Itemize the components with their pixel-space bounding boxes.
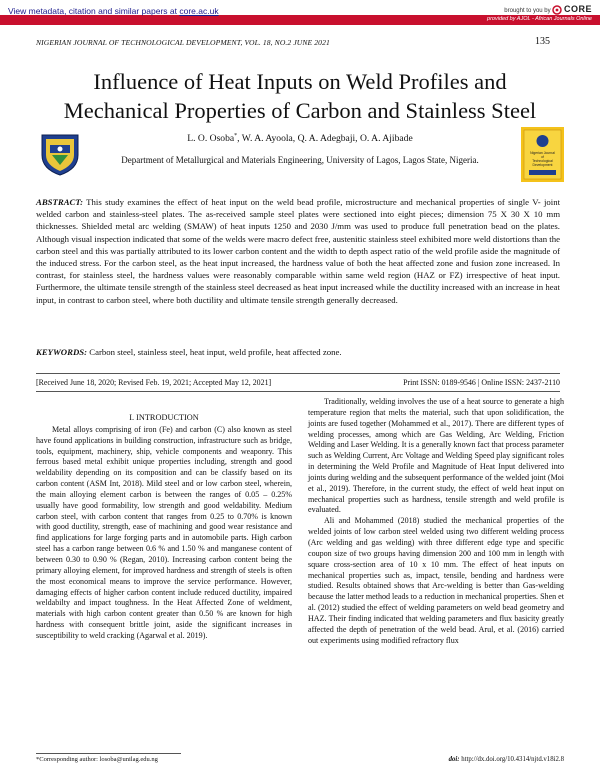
cover-line-1: Nigerian Journal	[530, 151, 555, 155]
article-title	[0, 67, 600, 125]
journal-emblem-icon	[537, 135, 549, 147]
left-column	[36, 413, 292, 642]
keywords-text: Carbon steel, stainless steel, heat input, weld profile, heat affected zone.	[87, 347, 342, 357]
title-line-1: Influence of Heat Inputs on Weld Profiles and	[93, 69, 507, 94]
doi-link[interactable]	[449, 756, 564, 763]
brought-by-text: brought to you by	[504, 8, 551, 14]
core-view-link[interactable]	[8, 6, 219, 16]
intro-paragraph-1: Metal alloys comprising of iron (Fe) and carbon (C) also known as steel have found applications in building construction, infrastructure such as bridge, tools, equipment, machinery, ship, vehicle components and weaponry. This ferrous based metal exhibit unique properties including, strength and good weldability depending on its composition and can be classify based on its carbon content (ASM Int, 2018). Mild steel and or low carbon steel, wherein, the main alloying element carbon is between the ranges of 0.05 – 0.25% usually have good formability, low strength and good weldability. Medium carbon steel, with carbon content that ranges from 0.25 to 0.70% is known with good ductility, strength, ease of machining and good wear resistance and find applications for large forging parts and in automobile parts. High carbon steel has a carbon range between 0.6 % and 1.50 % and manganese content of between 0.30 to 0.90 % (Regan, 2010). Increasing carbon content being the primary alloying element, for improved hardness and strength of steels is often the most economical means to improve the service performance. However, damaging effects of higher carbon content include reduced ductility, impaired weldabilty and impact toughness. In the Heat Affected Zone of weldment, materials with high carbon content greater than 0.50 % are known for high hardness with consequent brittle joint, aside the significant increases in susceptibility to weld cracking (Agarwal et al. 2019).	[36, 424, 292, 640]
affiliation: Department of Metallurgical and Materials Engineering, University of Lagos, Lagos State, Nigeria.	[121, 155, 479, 165]
intro-paragraph-3: Ali and Mohammed (2018) studied the mechanical properties of the welded joints of low carbon steel welded using two different welding process (Arc welding and gas welding) with three different edge type and specific coupon size of two groups having dimension 200 and 100 mm in length with square cross-section area of 10 x 10 mm. The effect of heat inputs on mechanical properties such as, impact, tensile, bending and hardness were studied. Results obtained shows that Arc-welding is better than Gas-welding because the latter method leads to a reduction in mechanical properties. Shen et al. (2012) studied the effect of welding parameters on weld bead geometry and HAZ. Their finding indicated that welding parameters and flux basicity greatly affected the depth of penetration of the weld bead. Arul, et al. (2016) carried out experiments using modified refractory flux	[308, 516, 564, 645]
keywords-label: KEYWORDS:	[36, 347, 88, 357]
received-dates: [Received June 18, 2020; Revised Feb. 19, 2021; Accepted May 12, 2021]	[36, 378, 272, 387]
journal-running-header: NIGERIAN JOURNAL OF TECHNOLOGICAL DEVELOPMENT, VOL. 18, NO.2 JUNE 2021	[36, 38, 330, 47]
authors	[0, 133, 600, 144]
page-number: 135	[535, 36, 550, 47]
core-brand-name: CORE	[563, 4, 592, 14]
doi-label: doi:	[448, 756, 460, 763]
footnote-rule	[36, 753, 181, 754]
abstract-label: ABSTRACT:	[36, 197, 84, 207]
cover-line-2: of	[541, 155, 544, 159]
authors-first: L. O. Osoba	[187, 133, 235, 145]
core-view-link-text: View metadata, citation and similar papers at	[8, 6, 177, 16]
provided-by-text[interactable]: provided by AJOL - African Journals Online	[487, 16, 592, 22]
core-brand[interactable]	[504, 4, 592, 15]
cover-line-3: Technological	[532, 159, 553, 163]
authors-rest: , W. A. Ayoola, Q. A. Adegbaji, O. A. Ajibade	[237, 133, 413, 145]
intro-paragraph-2: Traditionally, welding involves the use of a heat source to generate a high temperature region that melts the material, such that upon solidification, the joints are fused together (Mohammed et al., 2017). There are different types of welding processes, among which are Gas Welding, Arc Welding, Friction Welding and Laser Welding. It is a generally known fact that process parameter such as Welding Current, Arc Voltage and Welding Speed play significant roles in determining the Weld Profile and Magnitude of Heat Input delivered into joints during welding and the subsequent performance of the welded joint (Moi et al., 2019). Therefore, in the current study, the effect of weld heat input on mechanical properties such as hardness, tensile strength and weld profile is evaluated.	[308, 397, 564, 515]
keywords	[36, 347, 560, 357]
abstract-text: This study examines the effect of heat input on the weld bead profile, microstructure and mechanical properties of single V- joint welded carbon and stainless-steel plates. The as-received sample steel plates were sectioned into eight pieces; dimension 75 X 30 X 10 mm thicknesses. Shielded metal arc welding (SMAW) of heat inputs 1250 and 2030 J/mm was used to produce full penetration bead on the plates. Although visual inspection indicated that some of the welds were macro defect free, austenitic stainless steel exhibited more weld distortions than the carbon steel and this was partially attributed to its lower carbon content and the width to depth aspect ratio of the weld profile aside the magnitude of the induced stress. For the carbon steel, as the heat input increased, the hardness value of both the heat affected zone and fusion zone increased. In contrast, for stainless steel, the hardness values were reasonably comparable within same weld region (HAZ or FZ) irrespective of heat input. Furthermore, the ultimate tensile strength of the stainless steel decreased as heat input increased while the ductility increased with an increase in heat input, in contrast to carbon steel, where both ductility and ultimate tensile strength generally decreased.	[36, 197, 560, 305]
core-site-link[interactable]: core.ac.uk	[179, 6, 219, 16]
right-column	[308, 397, 564, 646]
abstract	[36, 196, 560, 306]
cover-line-4: Development	[532, 163, 553, 167]
doi-value[interactable]: http://dx.doi.org/10.4314/njtd.v18i2.8	[459, 756, 564, 763]
core-logo-icon	[552, 5, 562, 15]
intro-heading: I. INTRODUCTION	[129, 413, 199, 422]
corresponding-mark: *	[234, 133, 238, 139]
corresponding-author: *Corresponding author: losoba@unilag.edu.ng	[36, 756, 158, 763]
divider-bottom	[36, 391, 560, 392]
issn-info: Print ISSN: 0189-9546 | Online ISSN: 2437-2110	[403, 378, 560, 387]
title-line-2: Mechanical Properties of Carbon and Stainless Steel	[63, 98, 537, 123]
journal-cover-thumbnail	[521, 127, 564, 182]
divider-top	[36, 373, 560, 374]
